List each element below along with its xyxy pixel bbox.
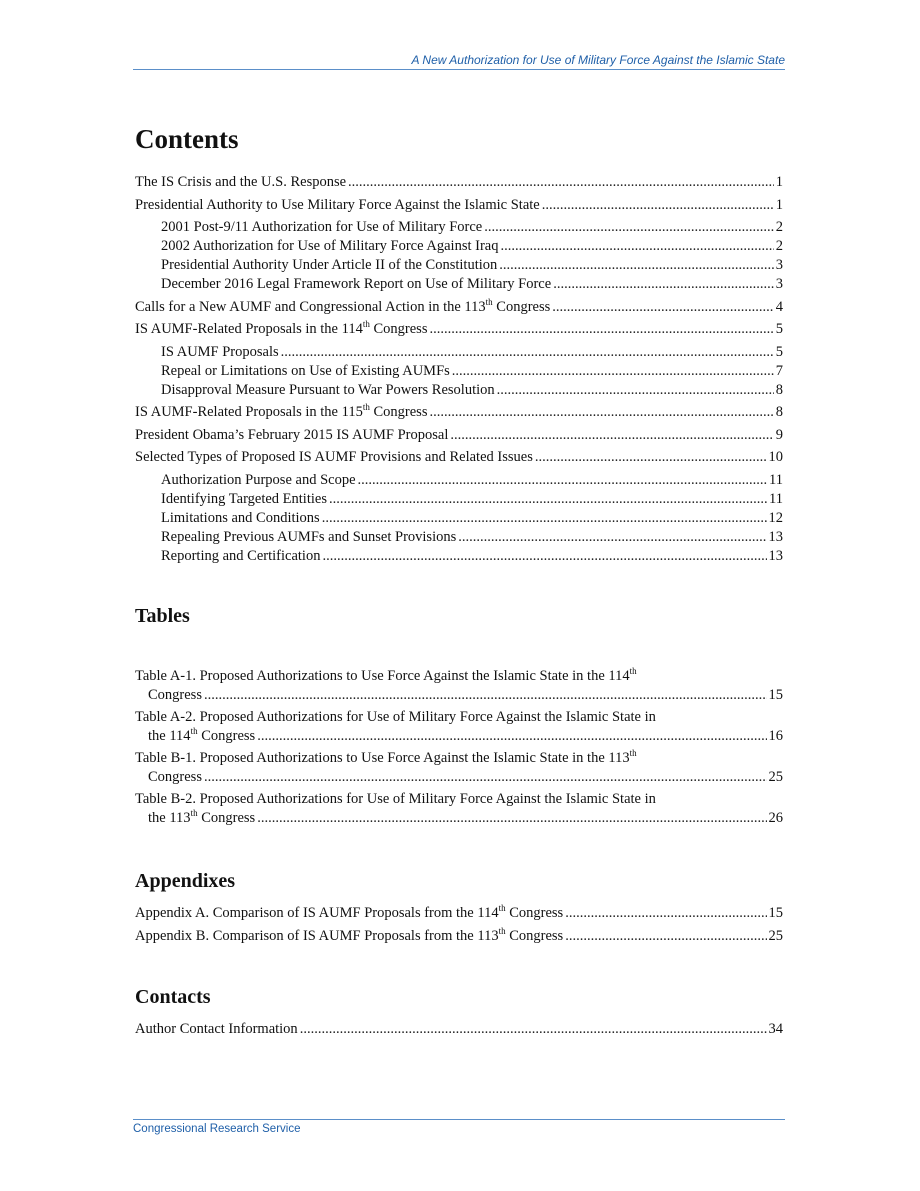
toc-entry[interactable] [135, 362, 783, 381]
table-entry-line1 [135, 790, 783, 809]
running-header [133, 53, 785, 70]
dot-leader [204, 686, 767, 705]
running-header-title: A New Authorization for Use of Military Force Against the Islamic State [411, 53, 785, 67]
table-entry-title-text: Congress [197, 810, 256, 826]
toc-entry-title: Authorization Purpose and Scope [161, 471, 356, 488]
table-list-entry[interactable] [135, 749, 783, 787]
ordinal-suffix: th [485, 296, 493, 307]
ordinal-suffix: th [498, 925, 506, 936]
toc-entry-page: 4 [775, 298, 783, 315]
table-entry-page: 26 [768, 810, 783, 826]
toc-entry-title-text: Calls for a New AUMF and Congressional Action in the 113 [135, 298, 486, 315]
toc-entry-title: 2001 Post-9/11 Authorization for Use of Military Force [161, 219, 483, 235]
toc-entry-page: 13 [768, 528, 783, 545]
dot-leader [329, 490, 767, 509]
dot-leader [500, 237, 773, 256]
table-entry-title-text: Congress [197, 728, 256, 744]
toc-entry-page: 7 [775, 362, 783, 379]
table-entry-title-text: Table A-1. Proposed Authorizations to Use Force Against the Islamic State in the 114 [135, 668, 630, 684]
toc-entry[interactable] [135, 509, 783, 528]
toc-entry-page: 1 [775, 174, 783, 190]
table-entry-title-text: Congress [148, 687, 202, 703]
tables-heading: Tables [135, 605, 190, 627]
table-entry-line1 [135, 667, 783, 686]
dot-leader [257, 727, 766, 746]
ordinal-suffix: th [629, 666, 637, 677]
toc-entry-page: 13 [768, 547, 783, 564]
toc-entry-page: 5 [775, 343, 783, 360]
table-entry-title-text: Table A-2. Proposed Authorizations for Use of Military Force Against the Islamic State in [135, 709, 656, 725]
table-entry-title-cont [148, 809, 255, 828]
dot-leader [348, 173, 774, 192]
table-entry-line2 [135, 686, 783, 705]
dot-leader [281, 343, 774, 362]
toc-entry[interactable] [135, 381, 783, 400]
toc-entry-page: 2 [775, 219, 783, 235]
ordinal-suffix: th [498, 903, 506, 914]
toc-entry[interactable] [135, 490, 783, 509]
toc-entry-title-text: Congress [369, 321, 428, 337]
dot-leader [257, 809, 766, 828]
toc-entry-title: Repealing Previous AUMFs and Sunset Provisions [161, 528, 457, 545]
toc-entry[interactable] [135, 256, 783, 275]
toc-entry-page: 1 [775, 196, 783, 213]
toc-entry-title [135, 403, 427, 422]
footer-publisher: Congressional Research Service [133, 1123, 301, 1135]
toc-entry-page: 8 [775, 404, 783, 420]
dot-leader [450, 426, 773, 445]
ordinal-suffix: th [629, 748, 637, 759]
toc-entry-title: Selected Types of Proposed IS AUMF Provisions and Related Issues [135, 449, 533, 465]
toc-entry-page: 12 [768, 509, 783, 526]
dot-leader [499, 256, 773, 275]
dot-leader [535, 448, 767, 467]
table-list-entry[interactable] [135, 667, 783, 705]
toc-entry-page: 9 [775, 426, 783, 443]
toc-entry-page: 2 [775, 238, 783, 254]
toc-entry-page: 34 [768, 1021, 783, 1037]
toc-entry[interactable] [135, 403, 783, 422]
toc-entry-page: 11 [769, 490, 783, 507]
dot-leader [429, 320, 773, 339]
toc-entry-title-text: Congress [369, 404, 428, 420]
table-entry-title-text: Table B-2. Proposed Authorizations for Use of Military Force Against the Islamic State in [135, 791, 656, 807]
toc-entry-title-text: Congress [505, 905, 564, 921]
toc-entry[interactable] [135, 343, 783, 362]
toc-entry-page: 3 [775, 276, 783, 292]
table-entry-page: 25 [768, 769, 783, 785]
table-entry-page: 16 [768, 728, 783, 744]
tables-list [135, 667, 783, 828]
table-entry-line1 [135, 708, 783, 727]
dot-leader [484, 218, 774, 237]
toc-entry-title: Reporting and Certification [161, 547, 321, 564]
toc-entry[interactable] [135, 1020, 783, 1039]
toc-entry[interactable] [135, 196, 783, 215]
table-entry-title-text: the 113 [148, 810, 191, 826]
dot-leader [300, 1020, 767, 1039]
toc-entry-title: December 2016 Legal Framework Report on Use of Military Force [161, 276, 552, 292]
table-entry-title-cont [148, 727, 255, 746]
table-entry-line2 [135, 809, 783, 828]
toc-entry-title: Author Contact Information [135, 1021, 298, 1037]
toc-entry-title-text: Appendix B. Comparison of IS AUMF Proposals from the 113 [135, 927, 499, 944]
table-entry-title-text: Congress [148, 769, 202, 785]
toc-entry-title: The IS Crisis and the U.S. Response [135, 174, 347, 190]
toc-entry-title: 2002 Authorization for Use of Military Force Against Iraq [161, 238, 499, 254]
toc-entry-page: 3 [775, 257, 783, 273]
dot-leader [565, 927, 766, 946]
toc-entry-title [135, 298, 550, 317]
table-entry-line2 [135, 768, 783, 787]
toc-entry-page: 15 [768, 905, 783, 921]
toc-entry-title: Disapproval Measure Pursuant to War Powers Resolution [161, 381, 495, 398]
dot-leader [553, 275, 774, 294]
toc-entry[interactable] [135, 298, 783, 317]
table-list-entry[interactable] [135, 708, 783, 746]
toc-entry[interactable] [135, 927, 783, 946]
toc-entry-page: 10 [768, 449, 783, 465]
toc-entry[interactable] [135, 471, 783, 490]
toc-entry-title: Presidential Authority Under Article II of the Constitution [161, 257, 498, 273]
toc-entry-page: 8 [775, 381, 783, 398]
dot-leader [497, 381, 774, 400]
contacts-list [135, 1020, 783, 1039]
ordinal-suffix: th [362, 402, 370, 413]
contacts-heading: Contacts [135, 986, 211, 1008]
ordinal-suffix: th [190, 808, 198, 819]
toc-entry-page: 5 [775, 321, 783, 337]
toc-entry[interactable] [135, 218, 783, 237]
toc-entry[interactable] [135, 237, 783, 256]
toc-entry-title: IS AUMF Proposals [161, 343, 279, 360]
toc-entry-title-text: Congress [505, 927, 564, 944]
table-entry-title-cont [148, 686, 202, 705]
toc-entry-page: 11 [769, 471, 783, 488]
dot-leader [322, 547, 766, 566]
toc-entry[interactable] [135, 426, 783, 445]
running-footer [133, 1119, 785, 1135]
dot-leader [552, 298, 773, 317]
toc-entry[interactable] [135, 173, 783, 192]
dot-leader [358, 471, 768, 490]
contents-list [135, 173, 783, 566]
table-entry-title-text: the 114 [148, 728, 191, 744]
toc-entry-title [135, 320, 427, 339]
toc-entry-page: 25 [768, 927, 783, 944]
toc-entry-title-text: IS AUMF-Related Proposals in the 115 [135, 404, 363, 420]
toc-entry-title: Repeal or Limitations on Use of Existing AUMFs [161, 362, 450, 379]
table-entry-line2 [135, 727, 783, 746]
toc-entry-title-text: Congress [492, 298, 551, 315]
dot-leader [452, 362, 774, 381]
toc-entry-title: Limitations and Conditions [161, 509, 320, 526]
toc-entry-title-text: Appendix A. Comparison of IS AUMF Proposals from the 114 [135, 905, 499, 921]
dot-leader [322, 509, 767, 528]
table-entry-line1 [135, 749, 783, 768]
toc-entry-title: Presidential Authority to Use Military Force Against the Islamic State [135, 196, 540, 213]
toc-entry[interactable] [135, 275, 783, 294]
dot-leader [204, 768, 767, 787]
toc-entry[interactable] [135, 528, 783, 547]
table-entry-page: 15 [768, 687, 783, 703]
toc-entry-title [135, 927, 563, 946]
toc-entry[interactable] [135, 547, 783, 566]
table-list-entry[interactable] [135, 790, 783, 828]
appendixes-list [135, 904, 783, 946]
toc-entry-title-text: IS AUMF-Related Proposals in the 114 [135, 321, 363, 337]
table-entry-title-cont [148, 768, 202, 787]
table-entry-title-text: Table B-1. Proposed Authorizations to Use Force Against the Islamic State in the 113 [135, 750, 630, 766]
ordinal-suffix: th [362, 319, 370, 330]
toc-entry-title: Identifying Targeted Entities [161, 490, 327, 507]
dot-leader [429, 403, 773, 422]
toc-entry[interactable] [135, 320, 783, 339]
toc-entry-title: President Obama’s February 2015 IS AUMF Proposal [135, 426, 449, 443]
contents-heading: Contents [135, 124, 239, 154]
toc-entry[interactable] [135, 904, 783, 923]
ordinal-suffix: th [190, 726, 198, 737]
toc-entry[interactable] [135, 448, 783, 467]
dot-leader [542, 196, 774, 215]
dot-leader [565, 904, 766, 923]
appendixes-heading: Appendixes [135, 870, 236, 892]
toc-entry-title [135, 904, 563, 923]
dot-leader [458, 528, 766, 547]
